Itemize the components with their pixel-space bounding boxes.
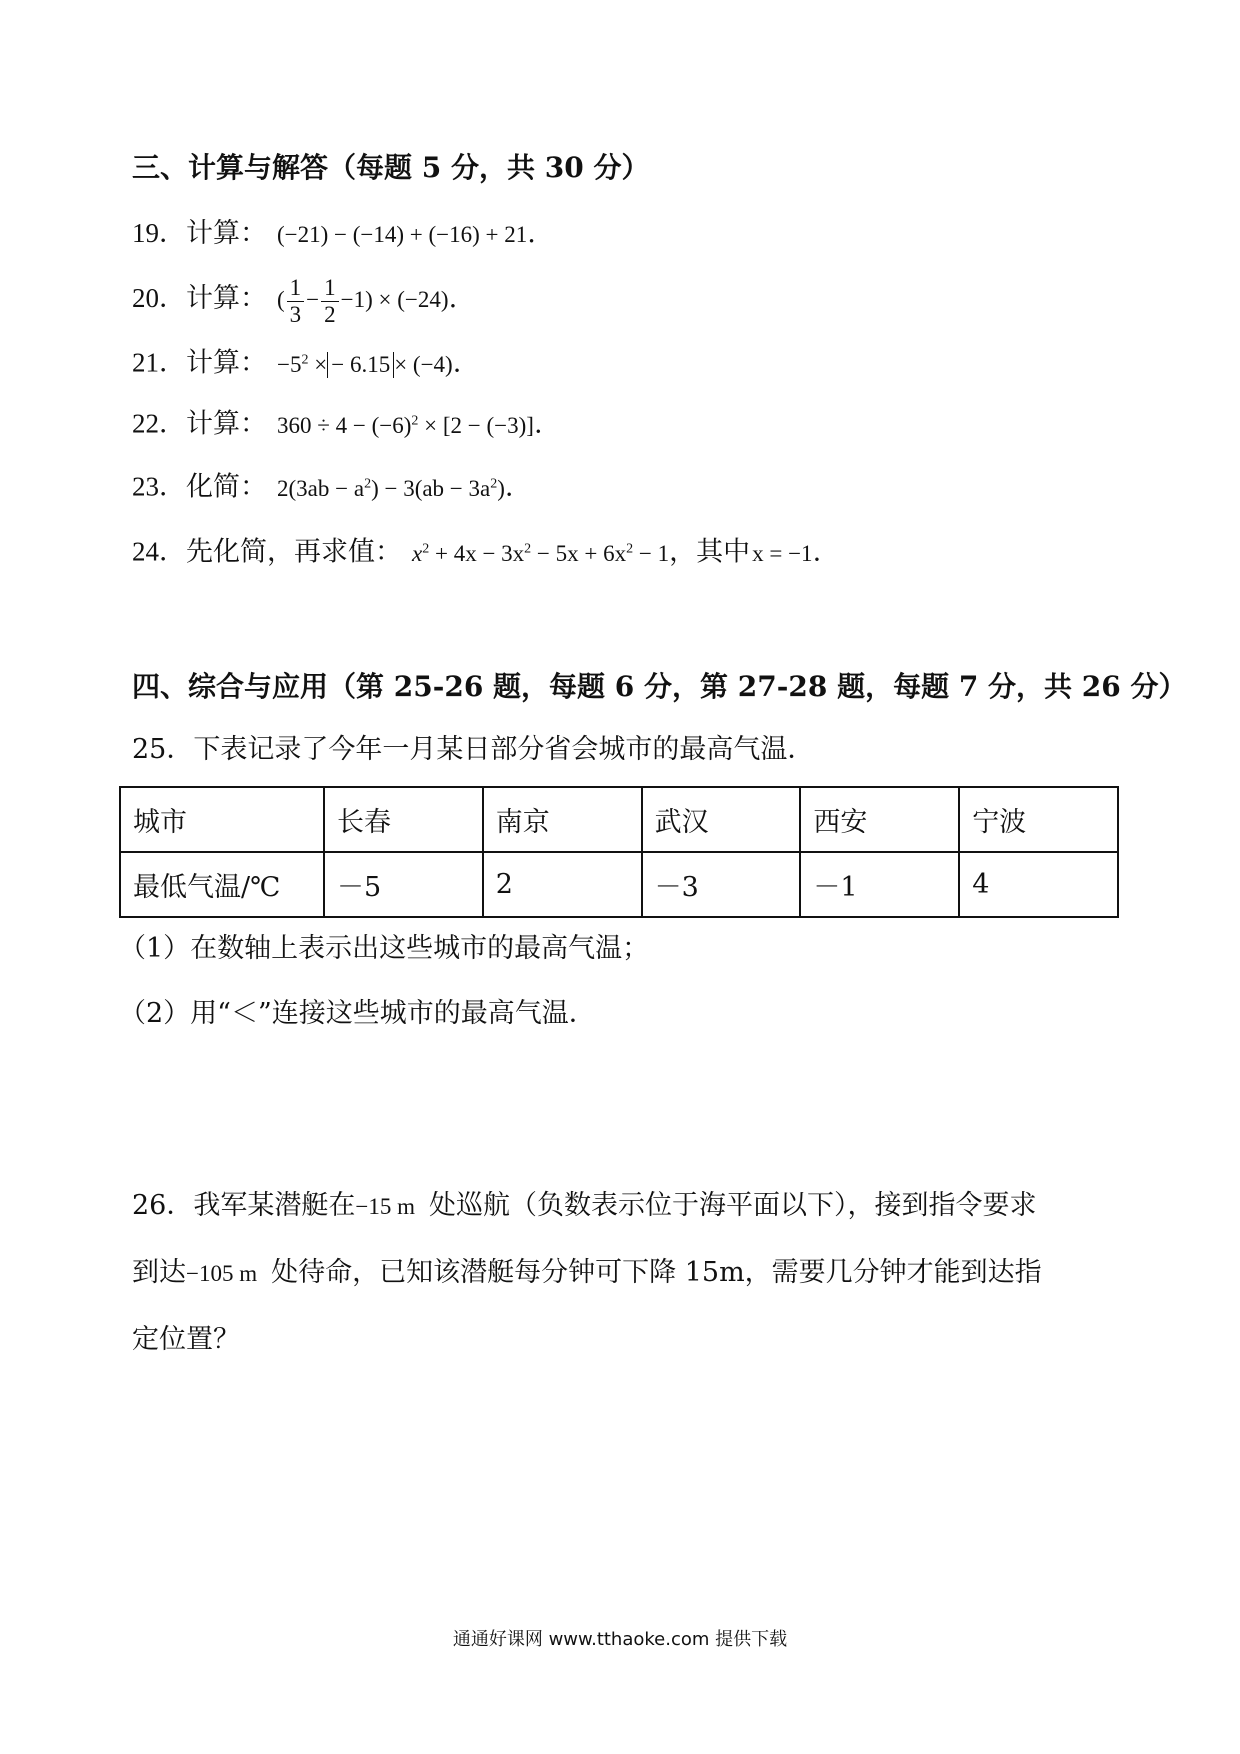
section-3-title: 三、计算与解答（每题 5 分，共 30 分） [132, 151, 650, 184]
problem-number: 19． [132, 218, 186, 248]
problem-number: 21． [132, 347, 186, 378]
absolute-value: − 6.15 [327, 352, 394, 378]
problem-verb: 计算： [186, 347, 267, 379]
table-header-cell: 南京 [483, 787, 642, 852]
problem-21 [132, 340, 461, 385]
problem-tail: . [812, 536, 822, 568]
problem-25-intro: 25．下表记录了今年一月某日部分省会城市的最高气温． [132, 734, 815, 765]
problem-number: 20． [132, 282, 186, 313]
table-cell: 2 [483, 852, 642, 917]
problem-verb: 计算： [186, 282, 267, 314]
table-cell: 4 [959, 852, 1118, 917]
table-header-cell: 武汉 [642, 787, 801, 852]
table-header-cell: 长春 [324, 787, 483, 852]
page-footer: 通通好课网 www.tthaoke.com 提供下载 [452, 1629, 788, 1650]
table-header-cell: 城市 [120, 787, 324, 852]
problem-number: 24． [132, 536, 186, 567]
problem-tail: . [527, 218, 536, 249]
math-expression: $360 \div 4 - (-6)^2 \times [2 - (-3)]$ [277, 412, 534, 438]
problem-tail: . [448, 282, 458, 314]
problem-mid: ，其中 [669, 536, 751, 568]
problem-verb: 计算： [186, 218, 267, 249]
problem-25-q2: （2）用“＜”连接这些城市的最高气温． [119, 998, 596, 1029]
math-expression: $-5^2$ × − 6.15 × (−4) [277, 351, 453, 377]
problem-22 [132, 401, 543, 446]
problem-verb: 化简： [186, 471, 267, 503]
problem-25-q1: （1）在数轴上表示出这些城市的最高气温； [119, 933, 650, 964]
problem-19 [132, 213, 536, 255]
problem-tail: . [533, 408, 543, 440]
problem-26-line-3: 定位置？ [132, 1324, 240, 1355]
math-expression: ( $\frac{1}{3}$ − $\frac{1}{2}$ −1) × (−24) [277, 275, 449, 327]
section-4-title: 四、综合与应用（第 25-26 题，每题 6 分，第 27-28 题，每题 7 分，共 26 分） [132, 670, 1187, 703]
problem-24 [132, 529, 821, 574]
table-row [120, 787, 1118, 852]
math-depth: −105 m [186, 1261, 258, 1286]
problem-20 [132, 275, 457, 328]
problem-verb: 先化简，再求值： [186, 536, 402, 568]
math-expression: $2(3ab - a^2) - 3(ab - 3a^2)$ [277, 475, 505, 501]
problem-number: 23． [132, 471, 186, 502]
table-cell: －1 [800, 852, 959, 917]
problem-tail: . [452, 347, 462, 379]
problem-number: 22． [132, 408, 186, 439]
math-expression: (−21) − (−14) + (−16) + 21 [277, 222, 528, 247]
table-cell: －5 [324, 852, 483, 917]
table-row [120, 852, 1118, 917]
table-cell: 最低气温/℃ [120, 852, 324, 917]
math-condition: x = −1 [752, 540, 813, 566]
table-header-cell: 西安 [800, 787, 959, 852]
table-header-cell: 宁波 [959, 787, 1118, 852]
fraction: $\frac{1}{2}$ [321, 275, 339, 328]
problem-23 [132, 464, 514, 509]
problem-verb: 计算： [186, 408, 267, 440]
math-expression: $x^2 + 4x - 3x^2 - 5x + 6x^2 - 1$ [412, 540, 670, 566]
problem-tail: . [504, 471, 514, 503]
fraction: $\frac{1}{3}$ [287, 275, 305, 328]
table-cell: －3 [642, 852, 801, 917]
temperature-table [119, 786, 1119, 918]
math-depth: −15 m [355, 1194, 415, 1219]
problem-26-line-1: 26．我军某潜艇在−15 m 处巡航（负数表示位于海平面以下），接到指令要求 [132, 1190, 1037, 1221]
problem-26-line-2: 到达−105 m 处待命，已知该潜艇每分钟可下降 15m，需要几分钟才能到达指 [132, 1257, 1042, 1288]
